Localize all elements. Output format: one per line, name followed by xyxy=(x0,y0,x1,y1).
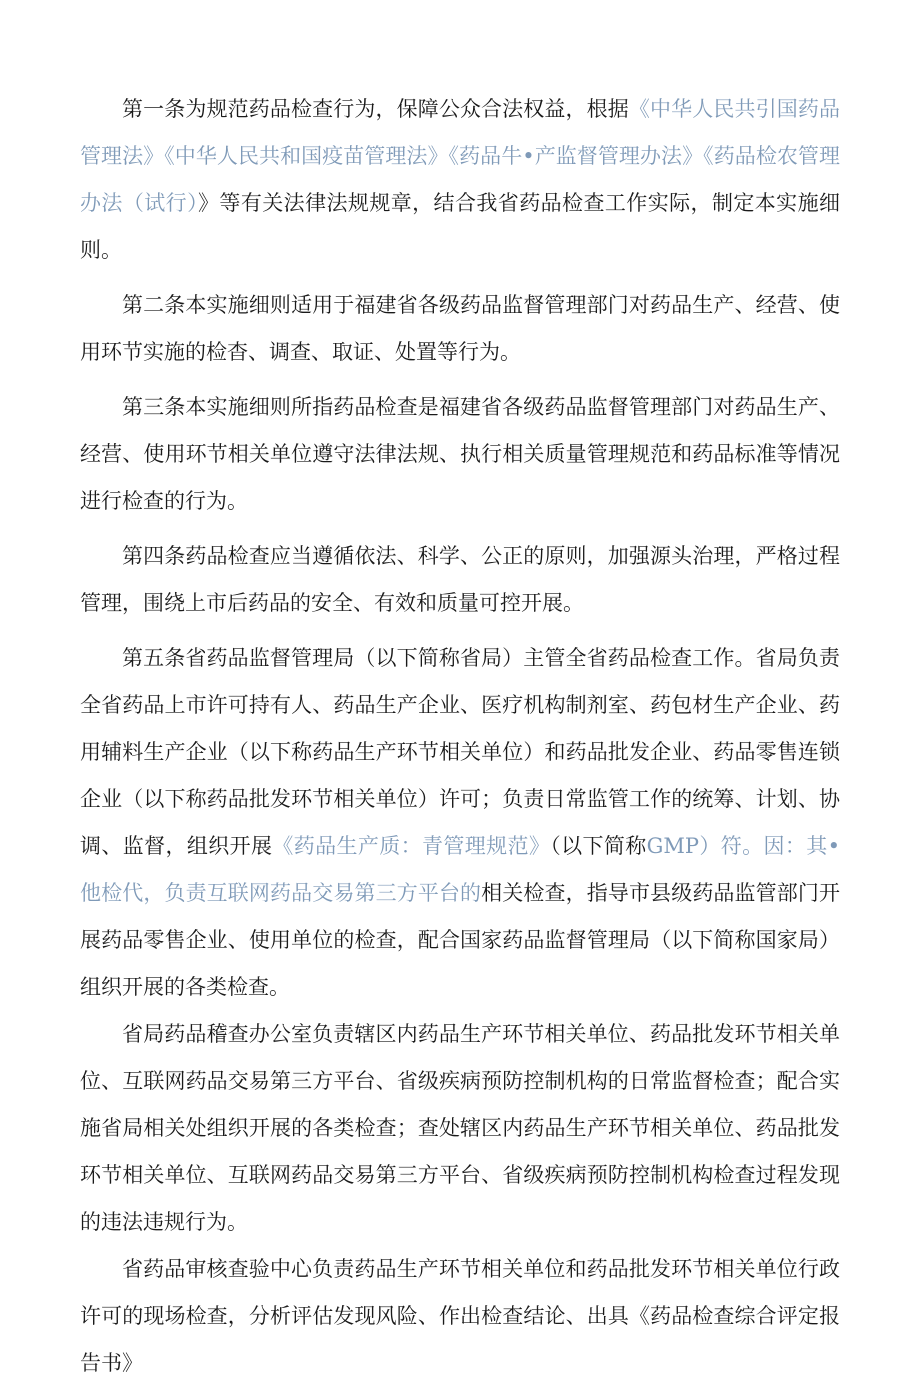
document-body xyxy=(80,86,840,1395)
article-2 xyxy=(80,282,840,376)
article-5 xyxy=(80,635,840,1011)
article-4-text: 第四条药品检查应当遵循依法、科学、公正的原则，加强源头治理，严格过程管理，围绕上市后药品的安全、有效和质量可控开展。 xyxy=(80,544,840,615)
inspection-office-text: 省局药品稽查办公室负责辖区内药品生产环节相关单位、药品批发环节相关单位、互联网药品交易第三方平台、省级疾病预防控制机构的日常监督检查；配合实施省局相关处组织开展的各类检查；查处辖区内药品生产环节相关单位、药品批发环节相关单位、互联网药品交易第三方平台、省级疾病预防控制机构检查过程发现的违法违规行为。 xyxy=(80,1022,840,1234)
gmp-reference-link[interactable]: 《药品生产质：青管理规范》 xyxy=(272,834,551,858)
article-3 xyxy=(80,384,840,525)
article-1 xyxy=(80,86,840,274)
review-center-paragraph xyxy=(80,1246,840,1387)
article-4 xyxy=(80,533,840,627)
inspection-office-paragraph xyxy=(80,1011,840,1246)
article-5-text-end: 相关检查，指导市县级药品监管部门开展药品零售企业、使用单位的检查，配合国家药品监督管理局（以下简称国家局）组织开展的各类检查。 xyxy=(80,881,840,999)
law-references-link[interactable]: 《中华人民共引国药品管理法》《中华人民共和国疫苗管理法》《药品牛•产监督管理办法》《药品检农管理办法（试行） xyxy=(80,97,841,215)
article-1-text-end: 》等有关法律法规规章，结合我省药品检查工作实际，制定本实施细则。 xyxy=(80,191,841,262)
article-2-text: 第二条本实施细则适用于福建省各级药品监督管理部门对药品生产、经营、使用环节实施的检杳、调查、取证、处置等行为。 xyxy=(80,293,840,364)
review-center-text: 省药品审核查验中心负责药品生产环节相关单位和药品批发环节相关单位行政许可的现场检查，分析评估发现风险、作出检查结论、出具《药品检查综合评定报告书》 xyxy=(80,1257,840,1375)
article-5-text: 第五条省药品监督管理局（以下简称省局）主管全省药品检查工作。省局负责全省药品上市许可持有人、药品生产企业、医疗机构制剂室、药包材生产企业、药用辅料生产企业（以下称药品生产环节相关单位）和药品批发企业、药品零售连锁企业（以下称药品批发环节相关单位）许可；负责日常监管工作的统筹、计划、协调、监督，组织开展 xyxy=(80,646,840,858)
gmp-abbreviation-link[interactable]: GMP）符。因：其•他检代，负责互联网药品交易第三方平台的 xyxy=(80,834,841,905)
article-3-text: 第三条本实施细则所指药品检查是福建省各级药品监督管理部门对药品生产、经营、使用环节相关单位遵守法律法规、执行相关质量管理规范和药品标准等情况进行检查的行为。 xyxy=(80,395,840,513)
article-1-text: 第一条为规范药品检查行为，保障公众合法权益，根据 xyxy=(122,97,629,121)
article-5-text-mid: （以下简称 xyxy=(550,834,647,858)
